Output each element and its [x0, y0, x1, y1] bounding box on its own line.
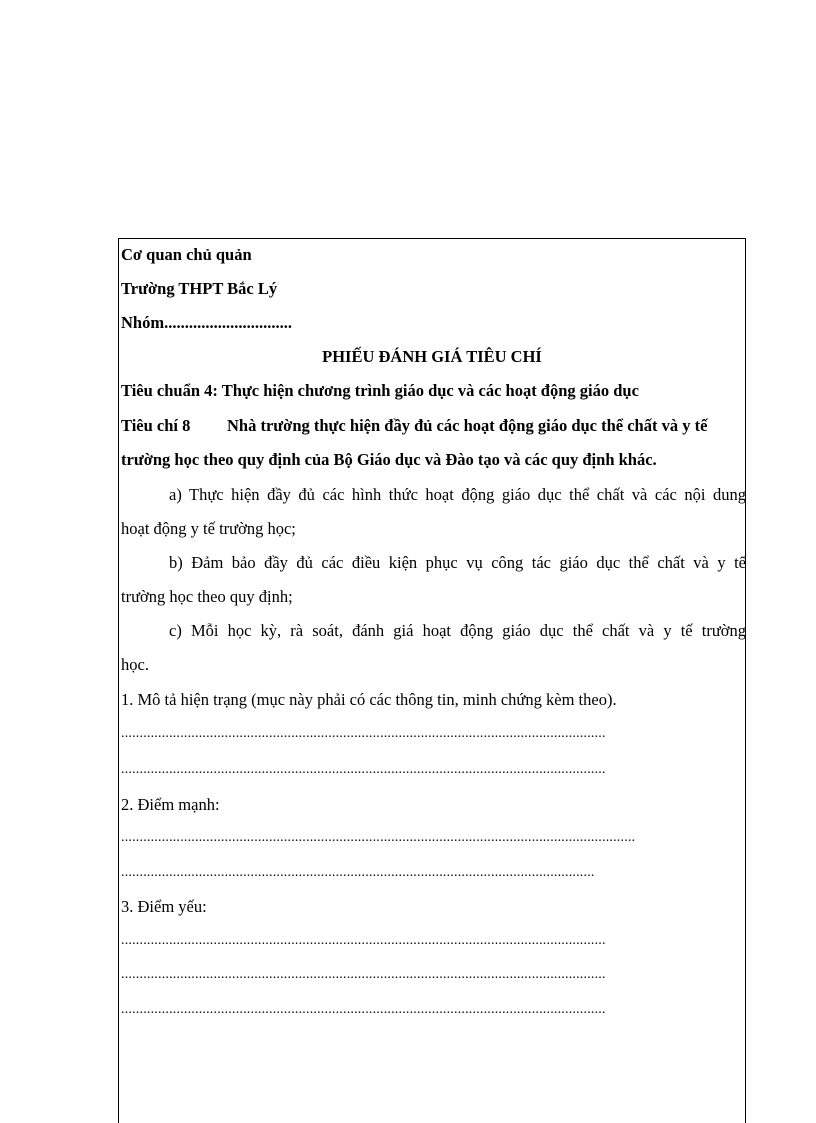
fill-line-3: ........................................................................................................................................... [121, 830, 636, 845]
criterion-label: Tiêu chí 8 [121, 416, 191, 435]
item-b-line-2: trường học theo quy định; [121, 587, 293, 606]
school-name: Trường THPT Bắc Lý [121, 279, 278, 298]
item-c-line-1: c) Mỗi học kỳ, rà soát, đánh giá hoạt động giáo dục thể chất và y tế trường [169, 621, 746, 640]
item-b-line-1: b) Đảm bảo đầy đủ các điều kiện phục vụ công tác giáo dục thể chất và y tế [169, 553, 746, 572]
item-c-line-2: học. [121, 655, 149, 674]
criterion-line-1 [121, 416, 746, 436]
fill-line-6: ................................................................................................................................... [121, 967, 606, 982]
standard-heading: Tiêu chuẩn 4: Thực hiện chương trình giáo dục và các hoạt động giáo dục [121, 381, 639, 400]
section-weaknesses: 3. Điểm yếu: [121, 897, 207, 916]
fill-line-1: ................................................................................................................................... [121, 726, 606, 741]
form-frame [118, 238, 746, 1123]
form-title: PHIẾU ĐÁNH GIÁ TIÊU CHÍ [322, 347, 542, 366]
item-a-line-1: a) Thực hiện đầy đủ các hình thức hoạt động giáo dục thể chất và các nội dung [169, 485, 746, 504]
criterion-line-2: trường học theo quy định của Bộ Giáo dục và Đào tạo và các quy định khác. [121, 450, 657, 469]
section-current-status: 1. Mô tả hiện trạng (mục này phải có các thông tin, minh chứng kèm theo). [121, 690, 617, 709]
agency-name: Cơ quan chủ quản [121, 245, 252, 264]
item-a-line-2: hoạt động y tế trường học; [121, 519, 296, 538]
group-field: Nhóm............................... [121, 313, 292, 332]
fill-line-4: ................................................................................................................................ [121, 865, 595, 880]
fill-line-2: ................................................................................................................................... [121, 762, 606, 777]
section-strengths: 2. Điểm mạnh: [121, 795, 220, 814]
fill-line-5: ................................................................................................................................... [121, 933, 606, 948]
fill-line-7: ................................................................................................................................... [121, 1002, 606, 1017]
criterion-text-1: Nhà trường thực hiện đầy đủ các hoạt động giáo dục thể chất và y tế [227, 416, 708, 435]
